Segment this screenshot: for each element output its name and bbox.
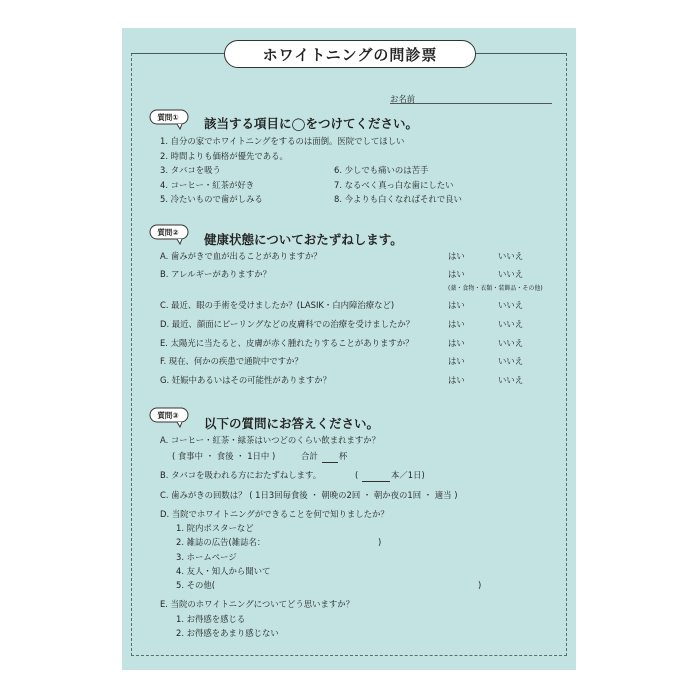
q2-b-yes[interactable]: はい: [448, 269, 465, 279]
q1-item-2[interactable]: 2. 時間よりも価格が優先である。: [160, 151, 288, 161]
q3-question-d: D. 当院でホワイトニングができることを何で知りましたか？: [160, 509, 389, 519]
q3-heading: 以下の質問にお答えください。: [204, 416, 380, 431]
q2-item-c: C. 最近、眼の手術を受けましたか？(LASIK・白内障治療など): [160, 300, 395, 310]
frame-top-left: [131, 53, 225, 54]
q3-badge: 質問③: [149, 407, 191, 423]
q1-item-1[interactable]: 1. 自分の家でホワイトニングをするのは面倒。医院でしてほしい: [160, 136, 405, 146]
q1-item-5[interactable]: 5. 冷たいもので歯がしみる: [160, 194, 263, 204]
q2-allergy-note: (薬・食物・衣類・装飾品・その他): [448, 285, 543, 292]
q2-heading: 健康状態についておたずねします。: [204, 232, 403, 247]
q3-b-open-paren: (: [355, 470, 359, 480]
q3-a-timing[interactable]: ( 食事中 ・ 食後 ・ 1日中 ): [172, 451, 276, 461]
q2-item-e: E. 太陽光に当たると、皮膚が赤く腫れたりすることがありますか？: [160, 338, 414, 348]
name-label: お名前: [390, 94, 416, 104]
q1-item-4[interactable]: 4. コーヒー・紅茶が好き: [160, 180, 255, 190]
q3-d-option-5-close: ): [478, 580, 482, 590]
q1-item-3[interactable]: 3. タバコを吸う: [160, 165, 221, 175]
form-title: ホワイトニングの問診票: [224, 40, 476, 68]
q2-f-no[interactable]: いいえ: [498, 356, 524, 366]
q2-g-no[interactable]: いいえ: [498, 375, 524, 385]
q2-d-no[interactable]: いいえ: [498, 319, 524, 329]
q3-a-total-label: 合計: [301, 451, 318, 461]
q3-question-e: E. 当院のホワイトニングについてどう思いますか？: [160, 599, 354, 609]
q2-a-no[interactable]: いいえ: [498, 251, 524, 261]
q3-b-unit: 本／1日): [391, 470, 425, 480]
q2-item-d: D. 最近、顔面にピーリングなどの皮膚科での治療を受けましたか？: [160, 319, 415, 329]
q3-a-total-field[interactable]: [322, 462, 338, 463]
q2-item-a: A. 歯みがきで血が出ることがありますか？: [160, 251, 322, 261]
frame-top-right: [474, 53, 567, 54]
q2-c-yes[interactable]: はい: [448, 300, 465, 310]
q3-d-option-3[interactable]: 3. ホームページ: [176, 552, 237, 562]
q2-d-yes[interactable]: はい: [448, 319, 465, 329]
q3-d-option-2[interactable]: 2. 雑誌の広告(雑誌名：: [176, 537, 266, 547]
q1-item-8[interactable]: 8. 今よりも白くなればそれで良い: [334, 194, 462, 204]
q2-b-no[interactable]: いいえ: [498, 269, 524, 279]
q2-e-no[interactable]: いいえ: [498, 338, 524, 348]
q3-e-option-2[interactable]: 2. お得感をあまり感じない: [176, 628, 279, 638]
q2-a-yes[interactable]: はい: [448, 251, 465, 261]
q3-d-option-1[interactable]: 1. 院内ポスターなど: [176, 523, 254, 533]
q2-e-yes[interactable]: はい: [448, 338, 465, 348]
q2-item-b: B. アレルギーがありますか？: [160, 269, 272, 279]
q3-d-option-5[interactable]: 5. その他(: [176, 580, 216, 590]
q2-c-no[interactable]: いいえ: [498, 300, 524, 310]
q3-question-a: A. コーヒー・紅茶・緑茶はいつどのくらい飲まれますか？: [160, 435, 380, 445]
q3-question-c[interactable]: C. 歯みがきの回数は？ ( 1日3回毎食後 ・ 朝晩の2回 ・ 朝か夜の1回 ・ 適当 ): [160, 490, 458, 500]
q3-question-b: B. タバコを吸われる方におたずねします。: [160, 470, 322, 480]
q3-d-option-4[interactable]: 4. 友人・知人から聞いて: [176, 566, 271, 576]
q2-f-yes[interactable]: はい: [448, 356, 465, 366]
q3-b-count-field[interactable]: [362, 481, 390, 482]
q2-g-yes[interactable]: はい: [448, 375, 465, 385]
q3-d-option-2-close: ): [378, 537, 382, 547]
q1-item-7[interactable]: 7. なるべく真っ白な歯にしたい: [334, 180, 454, 190]
q3-e-option-1[interactable]: 1. お得感を感じる: [176, 614, 246, 624]
q3-a-unit: 杯: [339, 451, 348, 461]
name-field[interactable]: [390, 103, 552, 104]
q1-item-6[interactable]: 6. 少しでも痛いのは苦手: [334, 165, 429, 175]
q1-heading: 該当する項目に◯をつけてください。: [204, 116, 418, 131]
q1-badge: 質問①: [149, 109, 191, 125]
q2-badge: 質問②: [149, 224, 191, 240]
q2-item-g: G. 妊娠中あるいはその可能性がありますか？: [160, 375, 331, 385]
q2-item-f: F. 現在、何かの疾患で通院中ですか？: [160, 356, 303, 366]
